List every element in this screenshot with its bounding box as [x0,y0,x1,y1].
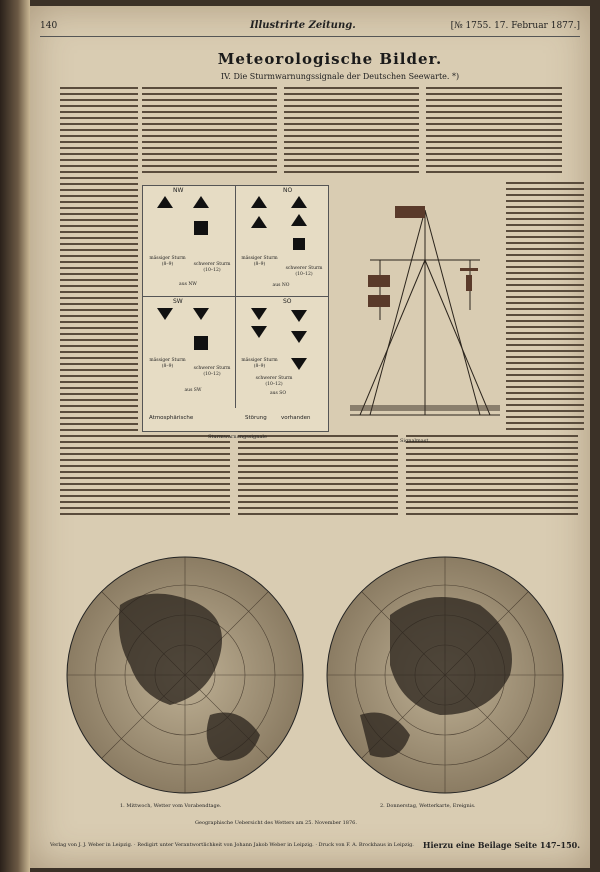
book-spine [0,0,30,872]
signal-text: aus SW [184,388,202,393]
supplement-note: Hierzu eine Beilage Seite 147–150. [422,840,580,850]
footer-right: vorhanden [281,415,311,421]
direction-label-so: SO [283,298,292,305]
signal-text: schwerer Sturm (10–12) [193,366,231,377]
weather-maps [60,545,580,805]
page-header [40,20,580,37]
issue-info: [№ 1755. 17. Februar 1877.] [450,21,580,31]
signal-text: schwerer Sturm (10–12) [285,266,323,277]
signal-mast-illustration [350,200,500,430]
signal-text: mässiger Sturm (8–9) [149,358,186,369]
map-left-caption: 1. Mittwoch, Wetter vom Vorabendtage. [120,803,222,809]
article-subtitle: IV. Die Sturmwarnungssignale der Deutschen Seewarte. *) [220,72,460,81]
imprint: Verlag von J. J. Weber in Leipzig. · Redigirt unter Verantwortlichkeit von Johann Jakob Weber in Leipzig. · Druck von F. A. Brockhaus in Leipzig. [50,842,414,848]
direction-label-sw: SW [173,298,183,305]
signal-text: mässiger Sturm (8–9) [241,358,278,369]
upper-text-block [142,85,562,181]
direction-label-nw: NW [173,187,184,194]
signal-caption: Sturmwarnungssignale [208,434,267,440]
mast-caption: Signalmast. [400,438,430,444]
signal-text: aus SO [269,391,287,396]
signal-text: mässiger Sturm (8–9) [149,256,186,267]
signal-text: aus NW [179,282,197,287]
direction-label-no: NO [283,187,293,194]
lower-text-block [60,433,580,533]
signal-text: schwerer Sturm (10–12) [255,376,293,387]
page-footer [50,842,580,856]
article-title: Meteorologische Bilder. [217,50,443,68]
map-right-caption: 2. Donnerstag, Wetterkarte, Ereignis. [380,803,476,809]
signal-text: schwerer Sturm (10–12) [193,262,231,273]
maps-title: Geographische Uebersicht des Wetters am 25. November 1876. [195,820,357,826]
journal-title: Illustrirte Zeitung. [250,20,356,31]
page-number: 140 [40,21,58,31]
signal-text: mässiger Sturm (8–9) [241,256,278,267]
signal-text: aus NO [272,283,290,288]
storm-signal-panel [142,185,329,432]
footer-mid: Störung [245,415,267,421]
footer-left: Atmosphärische [149,415,194,421]
